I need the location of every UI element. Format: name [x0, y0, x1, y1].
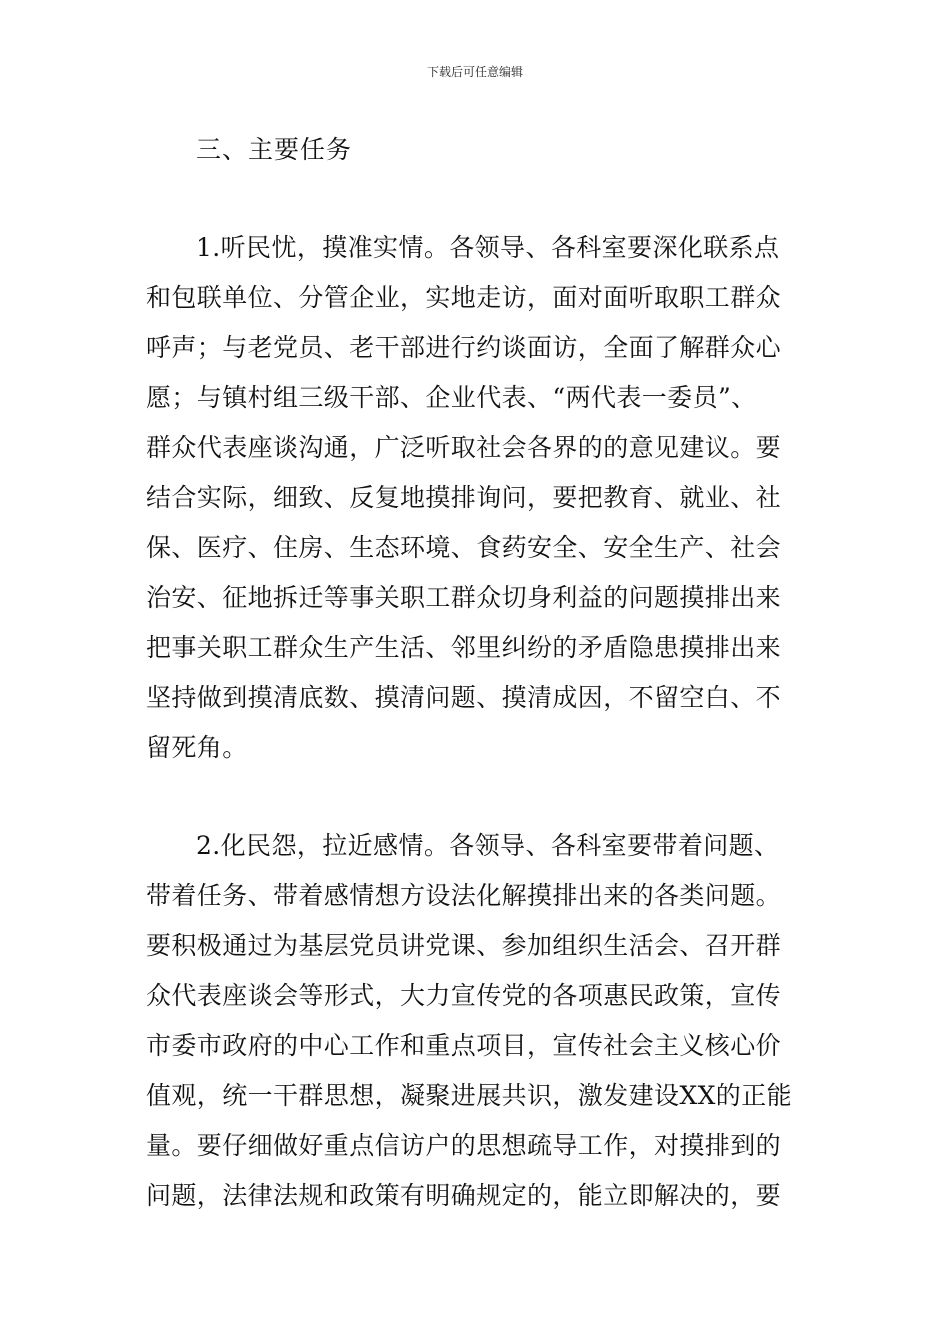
paragraph-line: 治安、征地拆迁等事关职工群众切身利益的问题摸排出来 — [146, 583, 782, 612]
paragraph-line: 保、医疗、住房、生态环境、食药安全、安全生产、社会 — [146, 533, 782, 562]
paragraph-line: 留死角。 — [146, 733, 248, 762]
paragraph-line: 把事关职工群众生产生活、邻里纠纷的矛盾隐患摸排出来 — [146, 633, 782, 662]
paragraph-line: 值观，统一干群思想，凝聚进展共识，激发建设XX的正能 — [146, 1081, 792, 1110]
paragraph-line: 问题，法律法规和政策有明确规定的，能立即解决的，要 — [146, 1181, 782, 1210]
paragraph-line: 2.化民怨，拉近感情。各领导、各科室要带着问题、 — [196, 831, 780, 860]
paragraph-line: 愿；与镇村组三级干部、企业代表、“两代表一委员”、 — [146, 383, 757, 412]
paragraph-line: 众代表座谈会等形式，大力宣传党的各项惠民政策，宣传 — [146, 981, 782, 1010]
paragraph-line: 结合实际，细致、反复地摸排询问，要把教育、就业、社 — [146, 483, 782, 512]
paragraph-line: 要积极通过为基层党员讲党课、参加组织生活会、召开群 — [146, 931, 782, 960]
paragraph-1 — [146, 223, 826, 773]
page-header: 下载后可任意编辑 — [426, 65, 523, 79]
paragraph-line: 群众代表座谈沟通，广泛听取社会各界的的意见建议。要 — [146, 433, 782, 462]
paragraph-2 — [146, 821, 826, 1221]
paragraph-line: 1.听民忧，摸准实情。各领导、各科室要深化联系点 — [196, 233, 780, 262]
paragraph-line: 市委市政府的中心工作和重点项目，宣传社会主义核心价 — [146, 1031, 782, 1060]
paragraph-line: 坚持做到摸清底数、摸清问题、摸清成因，不留空白、不 — [146, 683, 782, 712]
section-heading: 三、主要任务 — [196, 135, 353, 164]
paragraph-line: 呼声；与老党员、老干部进行约谈面访，全面了解群众心 — [146, 333, 782, 362]
paragraph-line: 带着任务、带着感情想方设法化解摸排出来的各类问题。 — [146, 881, 782, 910]
paragraph-line: 量。要仔细做好重点信访户的思想疏导工作，对摸排到的 — [146, 1131, 782, 1160]
paragraph-line: 和包联单位、分管企业，实地走访，面对面听取职工群众 — [146, 283, 782, 312]
